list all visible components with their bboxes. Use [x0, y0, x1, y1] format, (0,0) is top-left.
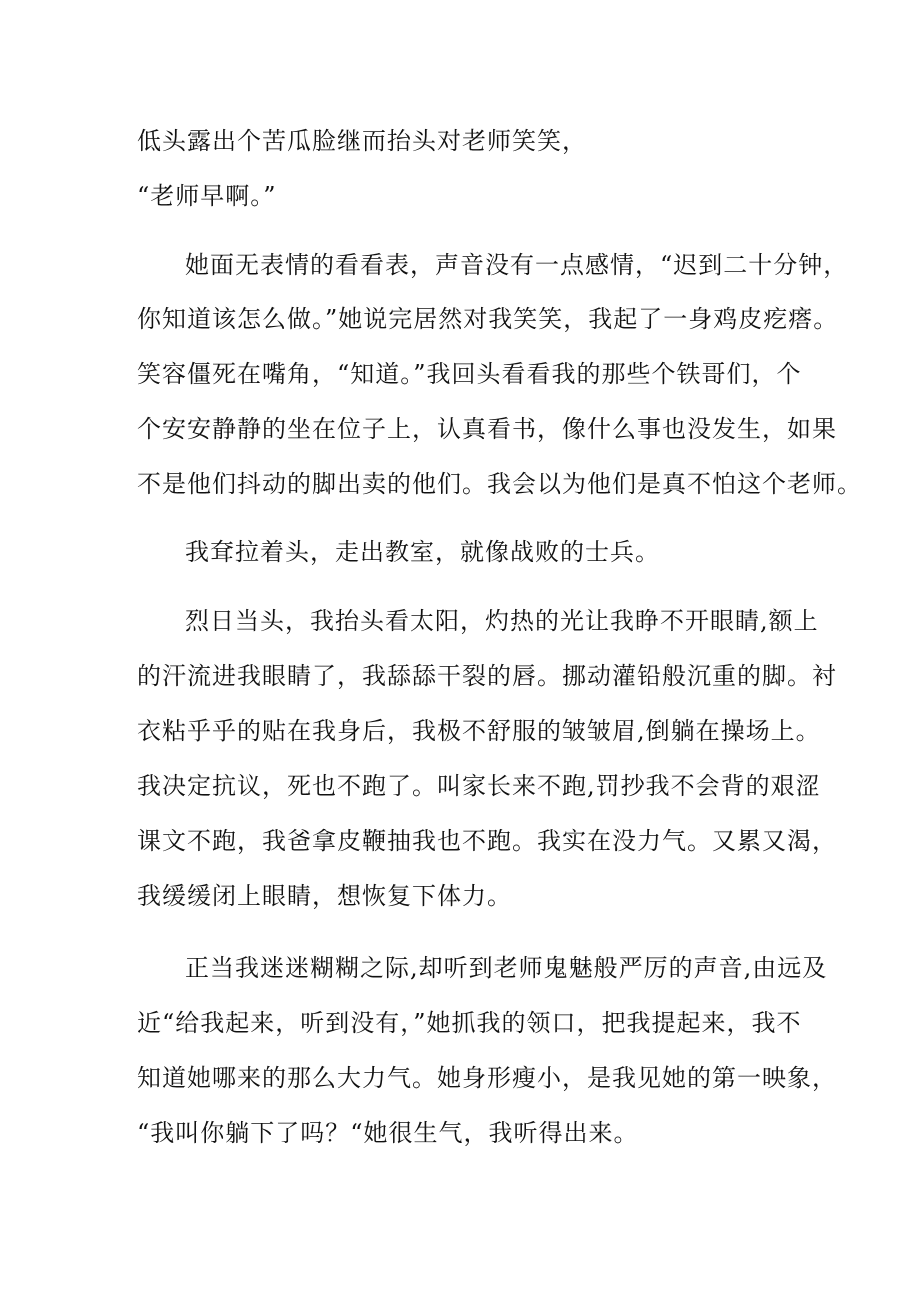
text-line: 衣粘乎乎的贴在我身后，我极不舒服的皱皱眉,倒躺在操场上。	[137, 717, 821, 745]
text-line: 的汗流进我眼睛了，我舔舔干裂的唇。挪动灌铅般沉重的脚。衬	[137, 662, 837, 690]
text-line: 知道她哪来的那么大力气。她身形瘦小，是我见她的第一映象，	[137, 1064, 837, 1092]
text-line: 我耷拉着头，走出教室，就像战败的士兵。	[185, 538, 660, 566]
text-line: 烈日当头，我抬头看太阳，灼热的光让我睁不开眼睛,额上	[185, 607, 819, 635]
text-line: 低头露出个苦瓜脸继而抬头对老师笑笑，	[137, 127, 587, 155]
text-line: “老师早啊。”	[137, 182, 277, 210]
text-line: 近“给我起来，听到没有，”她抓我的领口，把我提起来，我不	[137, 1009, 802, 1037]
text-line: 课文不跑，我爸拿皮鞭抽我也不跑。我实在没力气。又累又渴，	[137, 827, 837, 855]
text-line: 个安安静静的坐在位子上，认真看书，像什么事也没发生，如果	[137, 415, 837, 443]
text-line: 不是他们抖动的脚出卖的他们。我会以为他们是真不怕这个老师。	[137, 470, 862, 498]
text-line: 笑容僵死在嘴角，“知道。”我回头看看我的那些个铁哥们，个	[137, 360, 802, 388]
text-line: 正当我迷迷糊糊之际,却听到老师鬼魅般严厉的声音,由远及	[185, 954, 828, 982]
text-line: 她面无表情的看看表，声音没有一点感情，“迟到二十分钟，	[185, 251, 849, 279]
text-line: “我叫你躺下了吗？“她很生气，我听得出来。	[137, 1119, 639, 1147]
text-line: 我缓缓闭上眼睛，想恢复下体力。	[137, 882, 512, 910]
text-line: 你知道该怎么做。”她说完居然对我笑笑，我起了一身鸡皮疙瘩。	[137, 305, 839, 333]
text-line: 我决定抗议，死也不跑了。叫家长来不跑,罚抄我不会背的艰涩	[137, 772, 821, 800]
